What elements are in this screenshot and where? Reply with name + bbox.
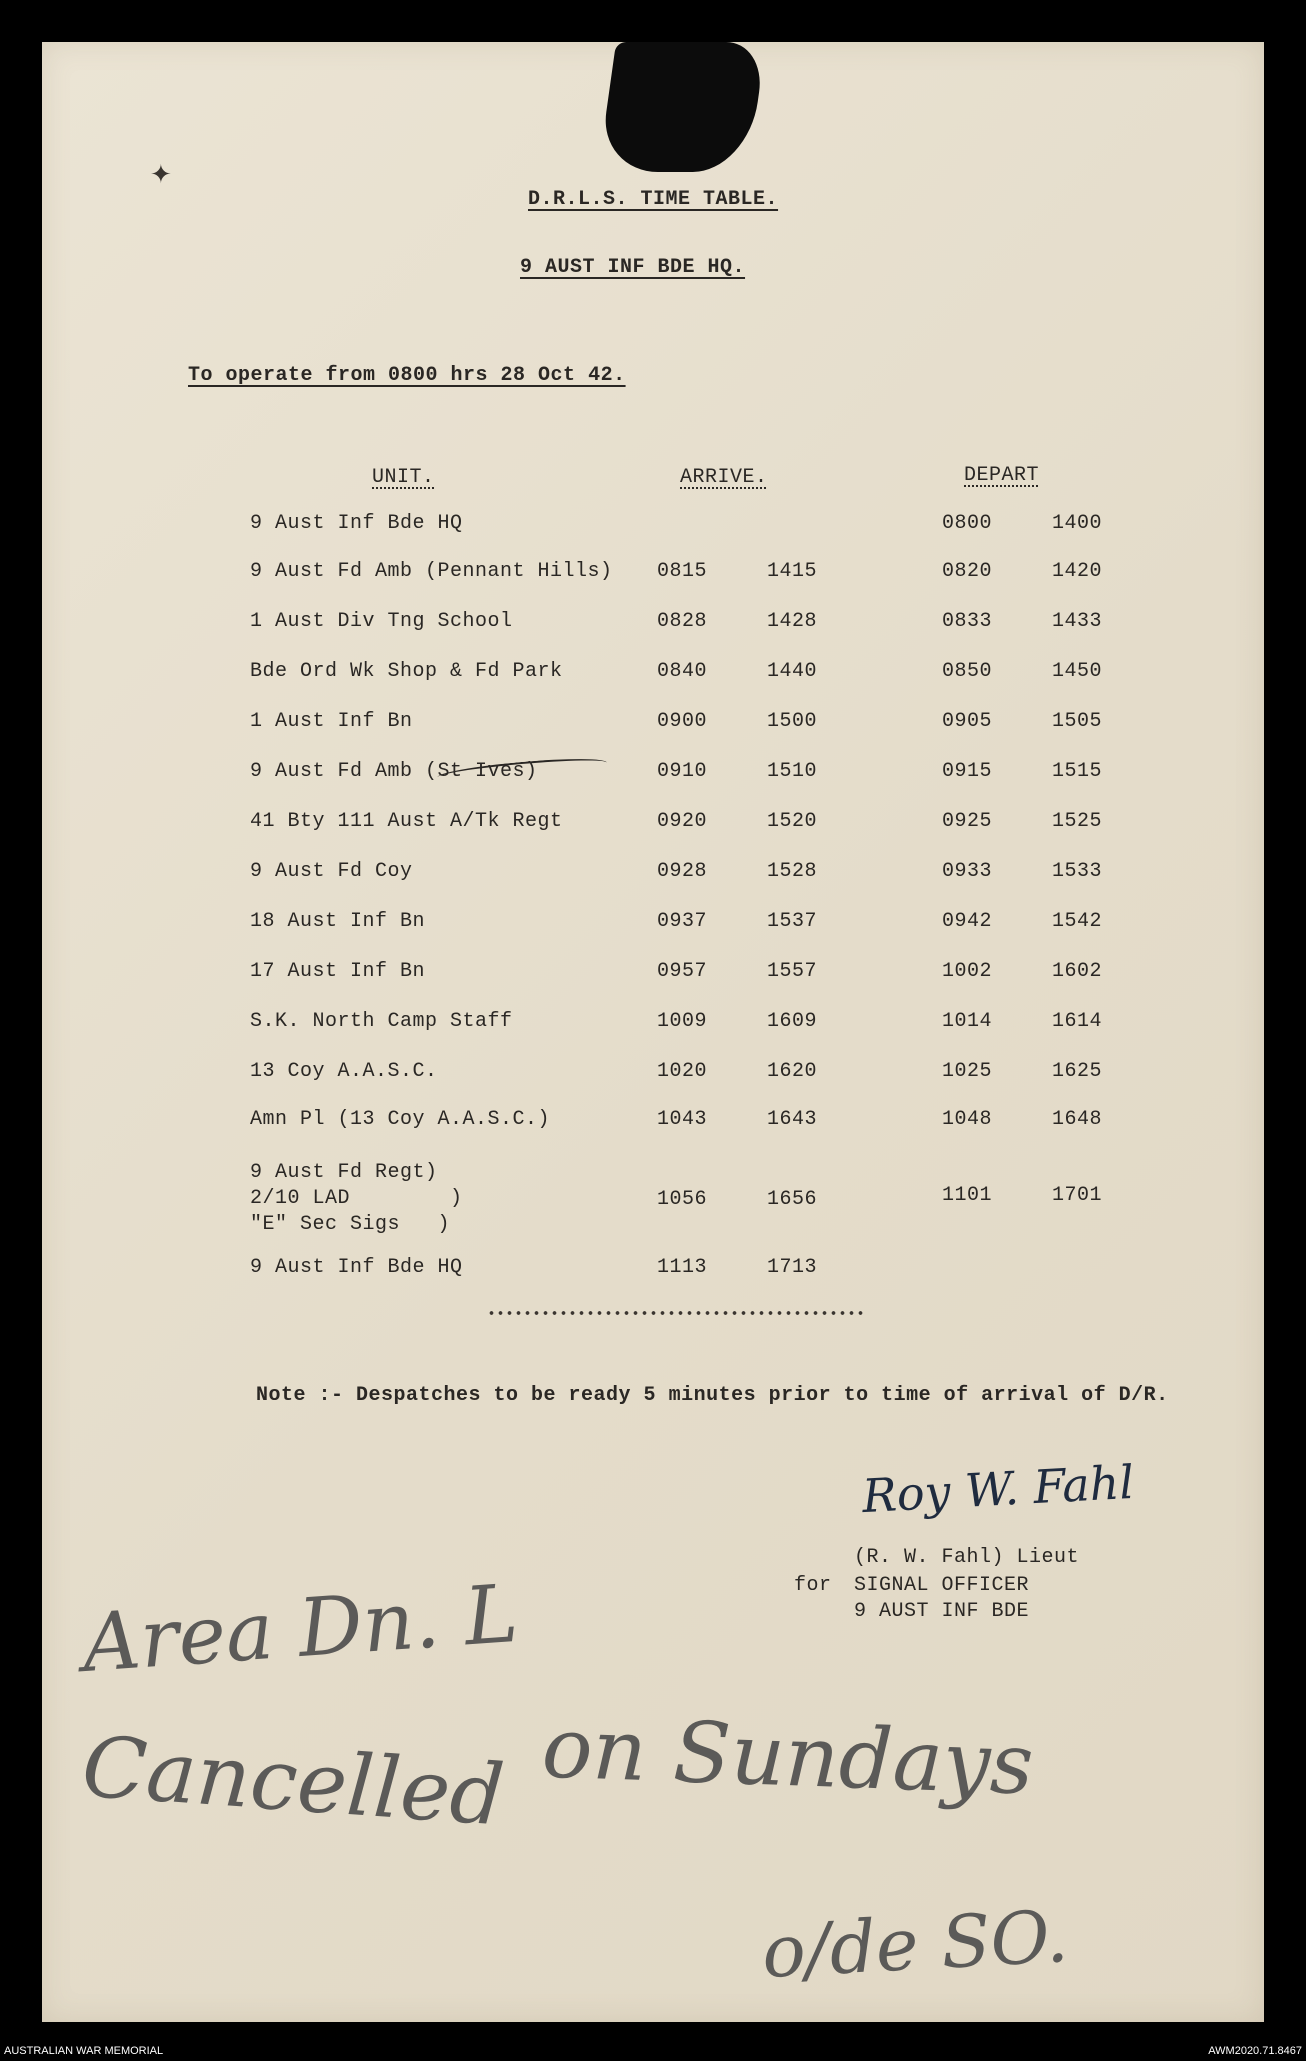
- header-arrive: ARRIVE.: [680, 466, 768, 489]
- table-row: [42, 1256, 1264, 1290]
- unit-cell: 9 Aust Fd Amb (Pennant Hills): [250, 560, 613, 583]
- depart-1-cell: 0915: [942, 760, 993, 783]
- unit-cell: 17 Aust Inf Bn: [250, 960, 426, 983]
- depart-2-cell: 1701: [1052, 1184, 1103, 1207]
- depart-2-cell: 1542: [1052, 910, 1103, 933]
- arrive-1-cell: 1043: [657, 1108, 708, 1131]
- operate-note: To operate from 0800 hrs 28 Oct 42.: [188, 364, 626, 387]
- tear-mark-icon: ✦: [150, 160, 172, 190]
- arrive-1-cell: 0840: [657, 660, 708, 683]
- table-row: [42, 610, 1264, 644]
- table-row: [42, 1060, 1264, 1094]
- signature: Roy W. Fahl: [860, 1454, 1136, 1524]
- unit-cell: 13 Coy A.A.S.C.: [250, 1060, 438, 1083]
- unit-cell: 1 Aust Div Tng School: [250, 610, 513, 633]
- depart-2-cell: 1515: [1052, 760, 1103, 783]
- document-subtitle: 9 AUST INF BDE HQ.: [520, 256, 746, 279]
- depart-1-cell: 1014: [942, 1010, 993, 1033]
- arrive-2-cell: 1620: [767, 1060, 818, 1083]
- depart-1-cell: 1025: [942, 1060, 993, 1083]
- depart-2-cell: 1400: [1052, 512, 1103, 535]
- handwritten-note-order: o/de SO.: [760, 1894, 1071, 1994]
- table-row: [42, 760, 1264, 794]
- unit-cell: 9 Aust Fd Coy: [250, 860, 413, 883]
- handwritten-note-sundays: on Sundays: [540, 1698, 1036, 1814]
- table-row: [42, 860, 1264, 894]
- arrive-1-cell: 0920: [657, 810, 708, 833]
- footer-accession: AWM2020.71.8467: [1208, 2045, 1302, 2057]
- unit-cell: 9 Aust Inf Bde HQ: [250, 512, 463, 535]
- arrive-2-cell: 1428: [767, 610, 818, 633]
- depart-1-cell: 0925: [942, 810, 993, 833]
- table-row: [42, 1010, 1264, 1044]
- table-row: [42, 560, 1264, 594]
- depart-1-cell: 0942: [942, 910, 993, 933]
- signatory-unit: 9 AUST INF BDE: [854, 1600, 1030, 1623]
- table-row: [42, 1160, 1264, 1250]
- arrive-2-cell: 1643: [767, 1108, 818, 1131]
- handwritten-note-area: Area Dn. L: [79, 1566, 521, 1691]
- arrive-2-cell: 1500: [767, 710, 818, 733]
- depart-2-cell: 1625: [1052, 1060, 1103, 1083]
- arrive-1-cell: 1020: [657, 1060, 708, 1083]
- arrive-1-cell: 0900: [657, 710, 708, 733]
- depart-2-cell: 1433: [1052, 610, 1103, 633]
- arrive-2-cell: 1656: [767, 1188, 818, 1211]
- depart-2-cell: 1614: [1052, 1010, 1103, 1033]
- arrive-2-cell: 1537: [767, 910, 818, 933]
- unit-cell: 9 Aust Fd Regt) 2/10 LAD ) "E" Sec Sigs ): [250, 1161, 463, 1236]
- arrive-2-cell: 1609: [767, 1010, 818, 1033]
- depart-1-cell: 1002: [942, 960, 993, 983]
- depart-2-cell: 1505: [1052, 710, 1103, 733]
- depart-1-cell: 0905: [942, 710, 993, 733]
- arrive-2-cell: 1557: [767, 960, 818, 983]
- header-unit: UNIT.: [372, 466, 435, 489]
- signatory-for: for: [794, 1574, 832, 1597]
- arrive-1-cell: 1009: [657, 1010, 708, 1033]
- footer-credit: AUSTRALIAN WAR MEMORIAL: [4, 2045, 164, 2057]
- depart-2-cell: 1602: [1052, 960, 1103, 983]
- arrive-2-cell: 1415: [767, 560, 818, 583]
- unit-cell: 41 Bty 111 Aust A/Tk Regt: [250, 810, 563, 833]
- depart-1-cell: 1101: [942, 1184, 993, 1207]
- signatory-role: SIGNAL OFFICER: [854, 1574, 1030, 1597]
- arrive-1-cell: 0937: [657, 910, 708, 933]
- arrive-1-cell: 1056: [657, 1188, 708, 1211]
- arrive-1-cell: 0928: [657, 860, 708, 883]
- depart-1-cell: 0933: [942, 860, 993, 883]
- arrive-1-cell: 1113: [657, 1256, 708, 1279]
- table-row: [42, 1108, 1264, 1142]
- table-row: [42, 810, 1264, 844]
- arrive-1-cell: 0815: [657, 560, 708, 583]
- dotted-divider: [487, 1309, 867, 1317]
- unit-cell: Amn Pl (13 Coy A.A.S.C.): [250, 1108, 551, 1131]
- depart-2-cell: 1533: [1052, 860, 1103, 883]
- depart-1-cell: 0820: [942, 560, 993, 583]
- depart-1-cell: 0800: [942, 512, 993, 535]
- header-depart: DEPART: [964, 464, 1040, 487]
- handwritten-note-cancelled: Cancelled: [79, 1717, 508, 1845]
- table-row: [42, 512, 1264, 546]
- signatory-name: (R. W. Fahl) Lieut: [854, 1546, 1080, 1569]
- unit-cell: 1 Aust Inf Bn: [250, 710, 413, 733]
- arrive-2-cell: 1520: [767, 810, 818, 833]
- depart-2-cell: 1450: [1052, 660, 1103, 683]
- ink-stain: [598, 42, 766, 172]
- arrive-2-cell: 1510: [767, 760, 818, 783]
- unit-cell: Bde Ord Wk Shop & Fd Park: [250, 660, 563, 683]
- depart-1-cell: 1048: [942, 1108, 993, 1131]
- depart-1-cell: 0850: [942, 660, 993, 683]
- unit-cell: 9 Aust Fd Amb (St Ives): [250, 760, 538, 783]
- arrive-1-cell: 0957: [657, 960, 708, 983]
- depart-1-cell: 0833: [942, 610, 993, 633]
- table-row: [42, 960, 1264, 994]
- depart-2-cell: 1420: [1052, 560, 1103, 583]
- table-row: [42, 910, 1264, 944]
- depart-2-cell: 1525: [1052, 810, 1103, 833]
- arrive-1-cell: 0910: [657, 760, 708, 783]
- document-page: [42, 42, 1264, 2022]
- depart-2-cell: 1648: [1052, 1108, 1103, 1131]
- arrive-2-cell: 1440: [767, 660, 818, 683]
- unit-cell: S.K. North Camp Staff: [250, 1010, 513, 1033]
- table-row: [42, 710, 1264, 744]
- arrive-2-cell: 1528: [767, 860, 818, 883]
- arrive-2-cell: 1713: [767, 1256, 818, 1279]
- arrive-1-cell: 0828: [657, 610, 708, 633]
- despatch-note: Note :- Despatches to be ready 5 minutes prior to time of arrival of D/R.: [256, 1384, 1169, 1407]
- unit-cell: 18 Aust Inf Bn: [250, 910, 426, 933]
- table-row: [42, 660, 1264, 694]
- document-title: D.R.L.S. TIME TABLE.: [528, 188, 779, 211]
- unit-cell: 9 Aust Inf Bde HQ: [250, 1256, 463, 1279]
